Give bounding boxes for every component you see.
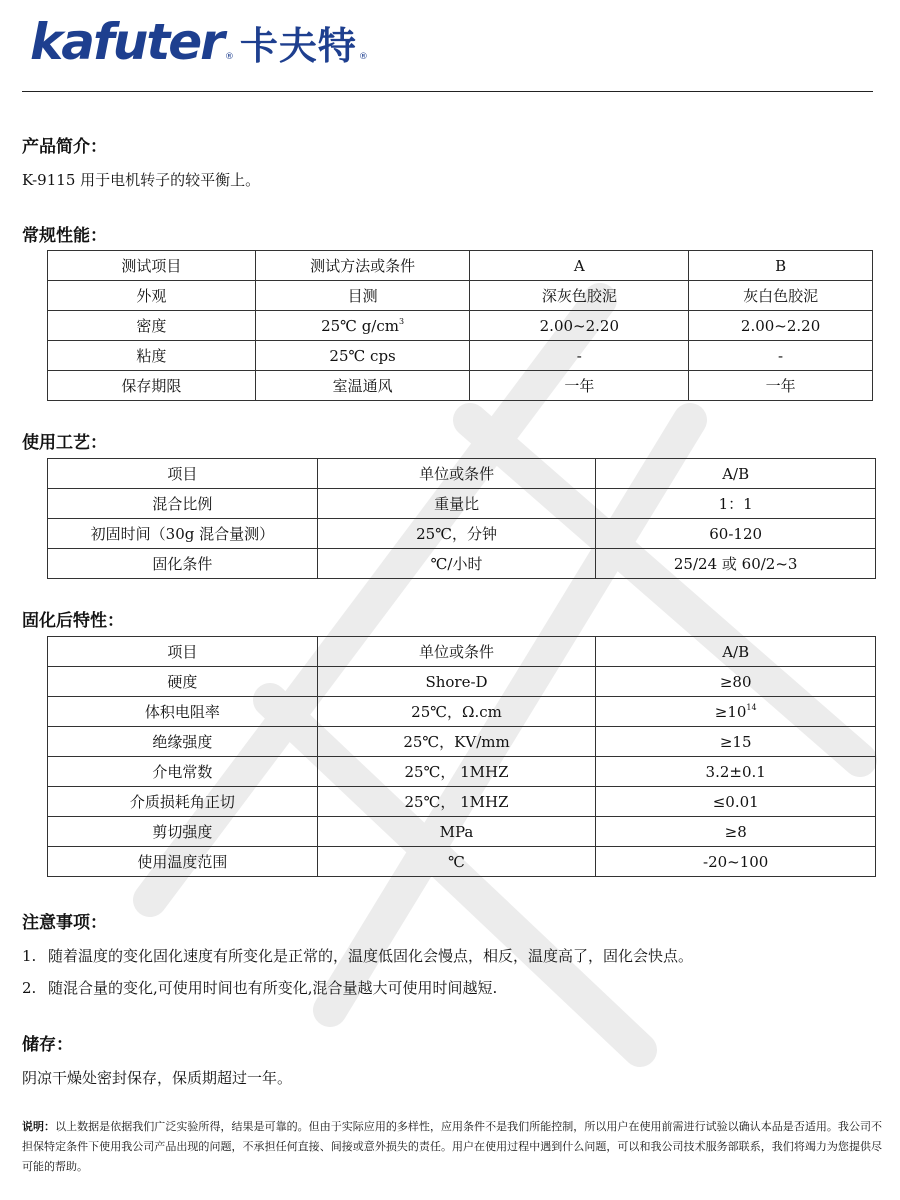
note-text: 随着温度的变化固化速度有所变化是正常的，温度低固化会慢点，相反，温度高了，固化会快点。: [48, 947, 694, 965]
cell-unit: 25℃，KV/mm: [317, 727, 596, 757]
list-item: [22, 946, 693, 966]
cell-item: 介电常数: [48, 757, 318, 787]
cell-b: 灰白色胶泥: [689, 281, 873, 311]
cell-a: 2.00~2.20: [470, 311, 689, 341]
cell-item: 混合比例: [48, 489, 318, 519]
table-row: [48, 549, 876, 579]
registered-mark: ®: [224, 52, 234, 62]
note-text: 随混合量的变化,可使用时间也有所变化,混合量越大可使用时间越短.: [48, 979, 498, 997]
cell-item: 保存期限: [48, 371, 256, 401]
cell-b: -: [689, 341, 873, 371]
table-row: [48, 489, 876, 519]
cell-a: 深灰色胶泥: [470, 281, 689, 311]
cell-unit: ℃: [317, 847, 596, 877]
method-text: 25℃ g/cm: [321, 316, 399, 335]
cell-b: 2.00~2.20: [689, 311, 873, 341]
cell-item: 绝缘强度: [48, 727, 318, 757]
cell-method: 室温通风: [255, 371, 470, 401]
header-cell: 测试方法或条件: [255, 251, 470, 281]
list-number: 2.: [22, 979, 37, 997]
table-row: [48, 727, 876, 757]
cell-unit: 25℃，Ω.cm: [317, 697, 596, 727]
list-item: [22, 978, 497, 998]
process-title: 使用工艺：: [22, 433, 107, 453]
cell-item: 粘度: [48, 341, 256, 371]
header-cell: A/B: [596, 459, 876, 489]
value-text: ≥10: [714, 702, 747, 721]
header-cell: 单位或条件: [317, 459, 596, 489]
cell-value: [596, 697, 876, 727]
cured-title: 固化后特性：: [22, 611, 124, 631]
cell-unit: 25℃， 1MHZ: [317, 757, 596, 787]
cell-item: 使用温度范围: [48, 847, 318, 877]
cell-method: [255, 311, 470, 341]
cell-value: 1：1: [596, 489, 876, 519]
cell-unit: 重量比: [317, 489, 596, 519]
cell-value: 25/24 或 60/2~3: [596, 549, 876, 579]
cell-unit: MPa: [317, 817, 596, 847]
cell-item: 剪切强度: [48, 817, 318, 847]
cell-item: 初固时间（30g 混合量测）: [48, 519, 318, 549]
cured-properties-table: [47, 636, 876, 877]
table-header-row: [48, 459, 876, 489]
table-row: [48, 847, 876, 877]
logo-wordmark: kafuter: [30, 13, 223, 71]
table-row: [48, 787, 876, 817]
storage-text: 阴凉干燥处密封保存，保质期超过一年。: [22, 1069, 293, 1087]
cell-value: ≥8: [596, 817, 876, 847]
notes-title: 注意事项：: [22, 913, 107, 933]
header-cell: 测试项目: [48, 251, 256, 281]
table-row: [48, 519, 876, 549]
intro-text: K-9115 用于电机转子的较平衡上。: [22, 171, 261, 189]
cell-unit: 25℃， 1MHZ: [317, 787, 596, 817]
cell-value: ≤0.01: [596, 787, 876, 817]
table-row: [48, 817, 876, 847]
cell-unit: Shore-D: [317, 667, 596, 697]
header-cell: 项目: [48, 637, 318, 667]
header-divider: [22, 91, 873, 92]
cell-item: 介质损耗角正切: [48, 787, 318, 817]
cell-item: 密度: [48, 311, 256, 341]
header-cell: B: [689, 251, 873, 281]
table-header-row: [48, 251, 873, 281]
company-logo: [30, 14, 374, 70]
cell-method: 目测: [255, 281, 470, 311]
cell-item: 硬度: [48, 667, 318, 697]
table-row: [48, 311, 873, 341]
cell-b: 一年: [689, 371, 873, 401]
cell-item: 外观: [48, 281, 256, 311]
logo-chinese-name: 卡夫特: [239, 24, 357, 68]
cell-value: ≥80: [596, 667, 876, 697]
header-cell: 项目: [48, 459, 318, 489]
registered-mark: ®: [358, 52, 368, 62]
cell-value: -20~100: [596, 847, 876, 877]
cell-a: -: [470, 341, 689, 371]
disclaimer-label: 说明：: [22, 1120, 56, 1133]
table-row: [48, 281, 873, 311]
cell-a: 一年: [470, 371, 689, 401]
table-row: [48, 667, 876, 697]
process-table: [47, 458, 876, 579]
cell-value: ≥15: [596, 727, 876, 757]
cell-item: 体积电阻率: [48, 697, 318, 727]
table-row: [48, 697, 876, 727]
general-properties-table: [47, 250, 873, 401]
table-header-row: [48, 637, 876, 667]
intro-title: 产品简介：: [22, 137, 107, 157]
table-row: [48, 757, 876, 787]
table-row: [48, 341, 873, 371]
list-number: 1.: [22, 947, 37, 965]
header-cell: A: [470, 251, 689, 281]
header-cell: A/B: [596, 637, 876, 667]
superscript: 3: [398, 316, 405, 326]
header-cell: 单位或条件: [317, 637, 596, 667]
cell-value: 3.2±0.1: [596, 757, 876, 787]
table-row: [48, 371, 873, 401]
storage-title: 储存：: [22, 1035, 73, 1055]
disclaimer: [22, 1117, 882, 1177]
cell-unit: ℃/小时: [317, 549, 596, 579]
cell-unit: 25℃，分钟: [317, 519, 596, 549]
general-title: 常规性能：: [22, 226, 107, 246]
cell-method: 25℃ cps: [255, 341, 470, 371]
cell-value: 60-120: [596, 519, 876, 549]
disclaimer-text: 以上数据是依据我们广泛实验所得，结果是可靠的。但由于实际应用的多样性，应用条件不是我们所能控制，所以用户在使用前需进行试验以确认本品是否适用。我公司不担保特定条件下使用我公司产品出现的问题，不承担任何直接、间接或意外损失的责任。用户在使用过程中遇到什么问题，可以和我公司技术服务部联系，我们将竭力为您提供尽可能的帮助。: [22, 1120, 882, 1173]
cell-item: 固化条件: [48, 549, 318, 579]
superscript: 14: [746, 702, 757, 712]
